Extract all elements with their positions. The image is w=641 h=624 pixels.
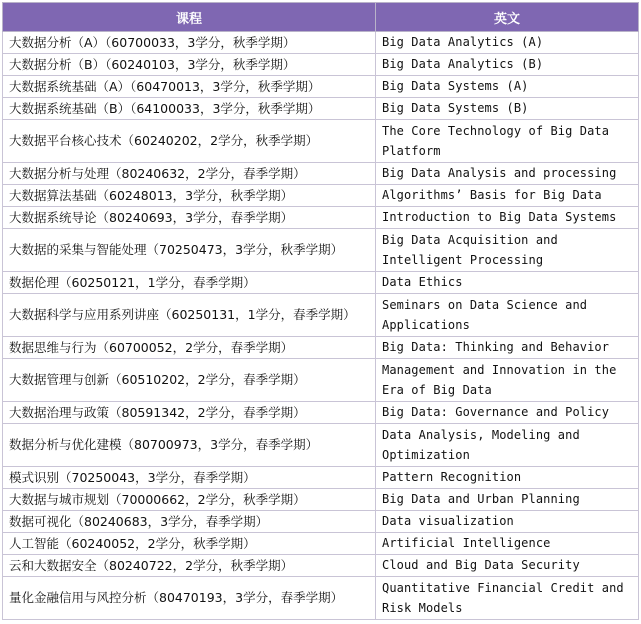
course-name-en: Introduction to Big Data Systems <box>376 207 639 229</box>
course-name-zh: 数据伦理（60250121，1学分，春季学期） <box>3 272 376 294</box>
course-name-zh: 大数据管理与创新（60510202，2学分，春季学期） <box>3 359 376 402</box>
table-row <box>3 511 639 533</box>
course-name-en: Seminars on Data Science and Applications <box>376 294 639 337</box>
table-row <box>3 163 639 185</box>
course-name-zh: 大数据分析（B）（60240103，3学分，秋季学期） <box>3 54 376 76</box>
table-row <box>3 337 639 359</box>
course-name-zh: 大数据平台核心技术（60240202，2学分，秋季学期） <box>3 120 376 163</box>
course-name-zh: 大数据分析（A）（60700033，3学分，秋季学期） <box>3 32 376 54</box>
course-name-zh: 大数据分析与处理（80240632，2学分，春季学期） <box>3 163 376 185</box>
course-name-en: Data Analysis, Modeling and Optimization <box>376 424 639 467</box>
table-row <box>3 32 639 54</box>
table-row <box>3 402 639 424</box>
course-name-en: Big Data Systems (A) <box>376 76 639 98</box>
table-row <box>3 207 639 229</box>
course-name-zh: 大数据与城市规划（70000662，2学分，秋季学期） <box>3 489 376 511</box>
course-name-en: Pattern Recognition <box>376 467 639 489</box>
course-name-en: Algorithms’ Basis for Big Data <box>376 185 639 207</box>
course-name-en: Big Data Analytics (A) <box>376 32 639 54</box>
course-name-en: Big Data Acquisition and Intelligent Processing <box>376 229 639 272</box>
table-row <box>3 98 639 120</box>
table-row <box>3 120 639 163</box>
table-row <box>3 577 639 620</box>
course-name-zh: 大数据算法基础（60248013，3学分，秋季学期） <box>3 185 376 207</box>
table-row <box>3 489 639 511</box>
table-row <box>3 359 639 402</box>
course-name-zh: 数据思维与行为（60700052，2学分，春季学期） <box>3 337 376 359</box>
course-name-en: Big Data Analytics (B) <box>376 54 639 76</box>
course-name-en: Quantitative Financial Credit and Risk Models <box>376 577 639 620</box>
course-name-zh: 模式识别（70250043，3学分，春季学期） <box>3 467 376 489</box>
table-row <box>3 185 639 207</box>
table-header-row <box>3 3 639 32</box>
table-row <box>3 229 639 272</box>
table-row <box>3 533 639 555</box>
course-name-en: Cloud and Big Data Security <box>376 555 639 577</box>
table-row <box>3 555 639 577</box>
course-name-en: Artificial Intelligence <box>376 533 639 555</box>
course-name-zh: 云和大数据安全（80240722，2学分，秋季学期） <box>3 555 376 577</box>
course-name-en: Big Data Analysis and processing <box>376 163 639 185</box>
course-name-en: The Core Technology of Big Data Platform <box>376 120 639 163</box>
course-name-en: Management and Innovation in the Era of Big Data <box>376 359 639 402</box>
table-row <box>3 76 639 98</box>
course-name-zh: 大数据系统基础（B）（64100033，3学分，秋季学期） <box>3 98 376 120</box>
table-row <box>3 467 639 489</box>
course-name-zh: 大数据系统基础（A）（60470013，3学分，秋季学期） <box>3 76 376 98</box>
column-header-english: 英文 <box>376 3 639 32</box>
table-row <box>3 424 639 467</box>
course-name-zh: 大数据的采集与智能处理（70250473，3学分，秋季学期） <box>3 229 376 272</box>
course-name-en: Big Data: Thinking and Behavior <box>376 337 639 359</box>
course-name-zh: 大数据治理与政策（80591342，2学分，春季学期） <box>3 402 376 424</box>
course-table <box>2 2 639 620</box>
course-name-zh: 量化金融信用与风控分析（80470193，3学分，春季学期） <box>3 577 376 620</box>
table-row <box>3 272 639 294</box>
column-header-course: 课程 <box>3 3 376 32</box>
course-name-en: Data Ethics <box>376 272 639 294</box>
course-name-zh: 大数据科学与应用系列讲座（60250131，1学分，春季学期） <box>3 294 376 337</box>
course-name-en: Data visualization <box>376 511 639 533</box>
course-name-zh: 大数据系统导论（80240693，3学分，春季学期） <box>3 207 376 229</box>
table-row <box>3 294 639 337</box>
course-name-zh: 数据分析与优化建模（80700973，3学分，春季学期） <box>3 424 376 467</box>
table-row <box>3 54 639 76</box>
course-name-en: Big Data and Urban Planning <box>376 489 639 511</box>
course-name-zh: 人工智能（60240052，2学分，秋季学期） <box>3 533 376 555</box>
course-name-zh: 数据可视化（80240683，3学分，春季学期） <box>3 511 376 533</box>
course-name-en: Big Data: Governance and Policy <box>376 402 639 424</box>
course-name-en: Big Data Systems (B) <box>376 98 639 120</box>
